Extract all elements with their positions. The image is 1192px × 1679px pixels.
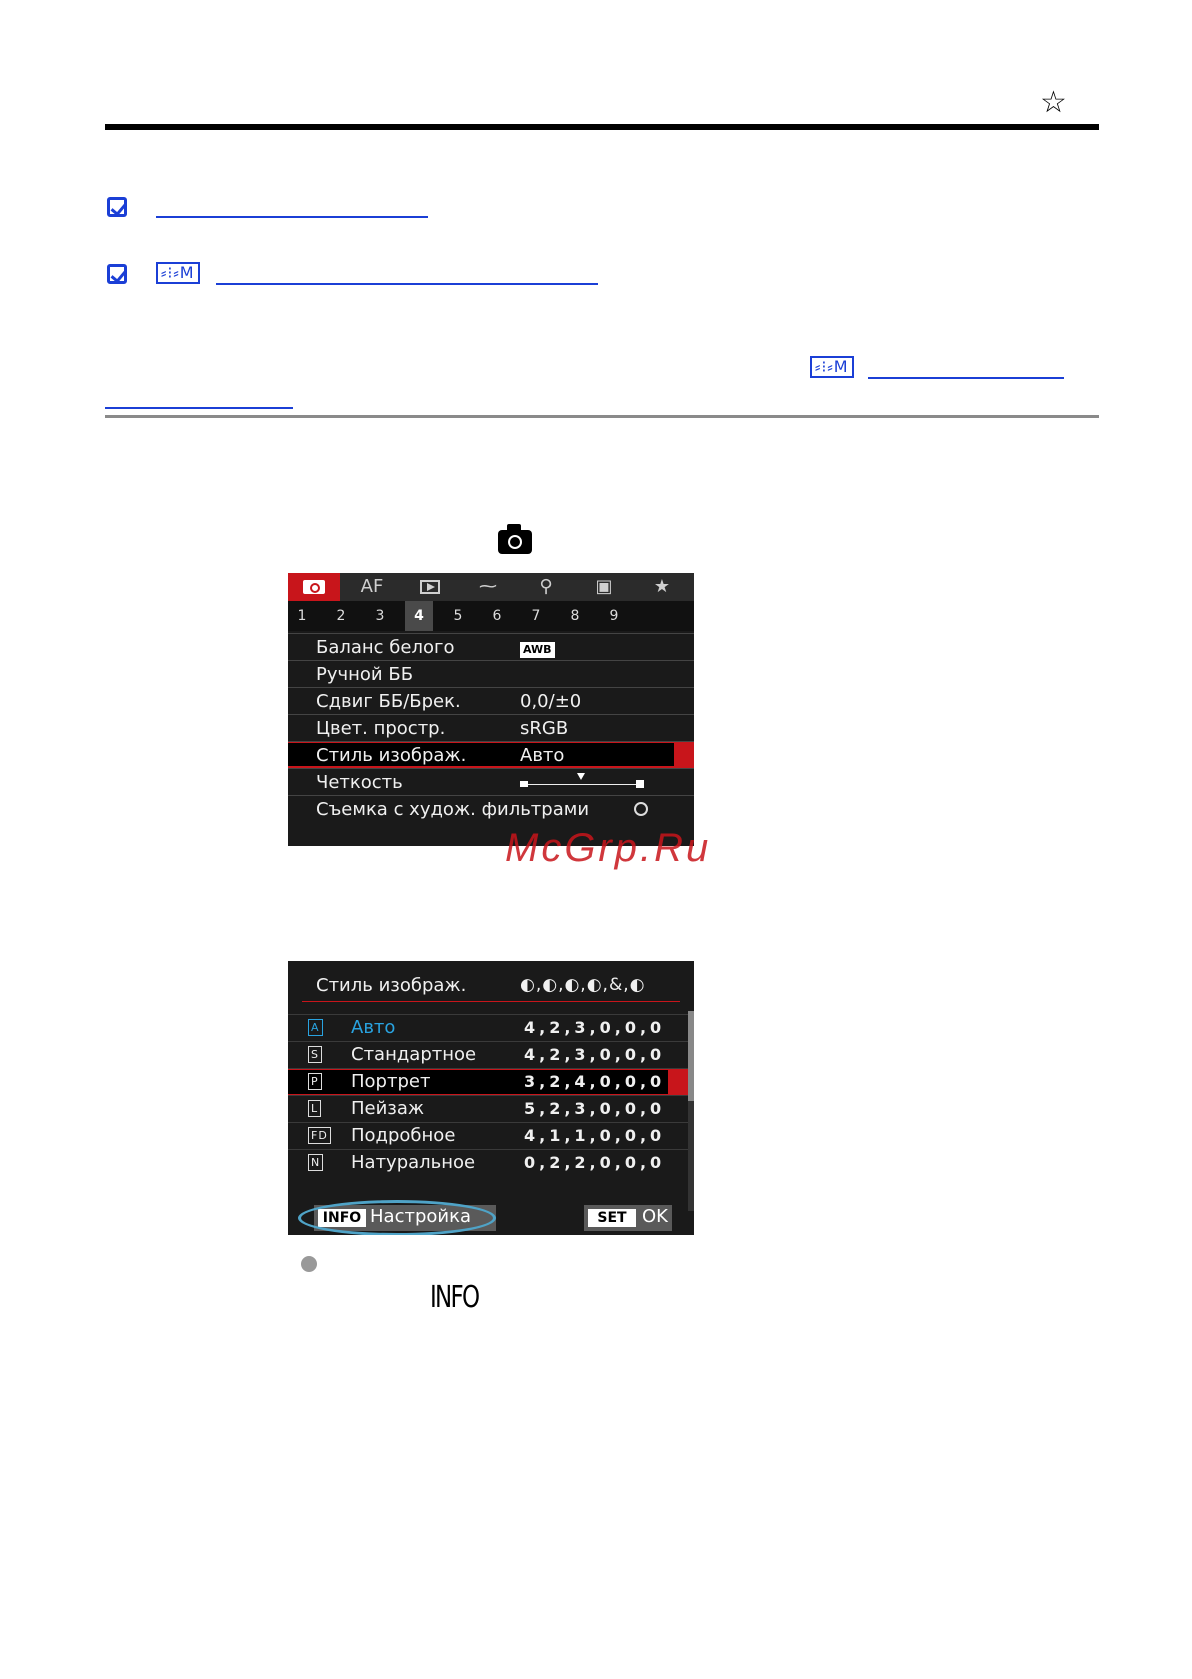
- custom-functions-icon: ▣: [595, 576, 613, 597]
- picture-style-header: [288, 961, 694, 1001]
- star-icon: ☆: [1040, 85, 1067, 120]
- style-row-portrait[interactable]: [288, 1068, 688, 1095]
- bullet-icon: [301, 1256, 317, 1272]
- scrollbar-thumb[interactable]: [688, 1011, 694, 1101]
- subtab-6[interactable]: 6: [492, 608, 502, 624]
- inline-link[interactable]: [868, 377, 1064, 379]
- style-values: 4,2,3,0,0,0: [524, 1045, 666, 1064]
- menu-item-wb-shift[interactable]: [288, 687, 694, 714]
- menu-item-color-space[interactable]: [288, 714, 694, 741]
- picture-style-user-icon: ⸗⁝⸗M: [810, 356, 854, 378]
- highlight-ellipse: [298, 1200, 496, 1235]
- tab-mymenu[interactable]: ★: [653, 576, 671, 597]
- menu-item-value: Авто: [520, 745, 565, 766]
- ok-button[interactable]: [584, 1205, 672, 1231]
- menu-item-label: Ручной ББ: [316, 664, 414, 685]
- menu-item-creative-filters[interactable]: [288, 795, 694, 822]
- ok-label: OK: [642, 1206, 668, 1227]
- style-values: 5,2,3,0,0,0: [524, 1099, 666, 1118]
- camera-menu-screen: [288, 573, 694, 846]
- style-values: 4,2,3,0,0,0: [524, 1018, 666, 1037]
- header-divider: [302, 1001, 680, 1002]
- filter-off-icon: [634, 802, 648, 816]
- watermark: McGrp.Ru: [505, 826, 712, 870]
- picture-style-params-header: ◐,◐,◐,◐,&,◐: [520, 975, 646, 995]
- style-row-standard[interactable]: [288, 1041, 688, 1068]
- menu-item-value: 0,0/±0: [520, 691, 582, 712]
- style-row-auto[interactable]: [288, 1014, 688, 1041]
- menu-item-value: sRGB: [520, 718, 569, 739]
- tab-wireless[interactable]: [462, 573, 514, 601]
- style-name: Портрет: [351, 1071, 431, 1092]
- picture-style-footer: [288, 1195, 694, 1235]
- menu-item-label: Стиль изображ.: [316, 745, 467, 766]
- style-values: 0,2,2,0,0,0: [524, 1153, 666, 1172]
- style-values: 4,1,1,0,0,0: [524, 1126, 666, 1145]
- style-values: 3,2,4,0,0,0: [524, 1072, 666, 1091]
- menu-item-label: Цвет. простр.: [316, 718, 446, 739]
- camera-shooting-icon: [498, 530, 532, 554]
- tab-af[interactable]: AF: [360, 576, 384, 597]
- style-icon: L: [308, 1100, 321, 1117]
- subtab-2[interactable]: 2: [336, 608, 346, 624]
- link-2[interactable]: [216, 283, 598, 285]
- info-button-icon: INFO: [430, 1280, 479, 1315]
- style-row-neutral[interactable]: [288, 1149, 688, 1176]
- header-rule: [105, 124, 1099, 130]
- menu-item-white-balance[interactable]: [288, 633, 694, 660]
- wireless-icon: ⁓: [479, 576, 497, 597]
- checkbox-icon: [107, 264, 127, 284]
- style-icon: FD: [308, 1127, 331, 1144]
- menu-item-label: Четкость: [316, 772, 403, 793]
- subtab-8[interactable]: 8: [570, 608, 580, 624]
- style-row-fine-detail[interactable]: [288, 1122, 688, 1149]
- section-rule: [105, 415, 1099, 418]
- picture-style-title: Стиль изображ.: [316, 975, 467, 996]
- style-name: Авто: [351, 1017, 396, 1038]
- link-1[interactable]: [156, 216, 428, 218]
- info-key-icon: INFO: [318, 1209, 366, 1227]
- plus-icon: [636, 780, 644, 788]
- subtab-1[interactable]: 1: [297, 608, 307, 624]
- menu-item-label: Сдвиг ББ/Брек.: [316, 691, 461, 712]
- minus-icon: [520, 781, 528, 787]
- menu-subtabs: [288, 601, 694, 631]
- style-name: Натуральное: [351, 1152, 476, 1173]
- subtab-4[interactable]: 4: [405, 601, 433, 631]
- set-key-icon: SET: [588, 1209, 636, 1227]
- style-row-landscape[interactable]: [288, 1095, 688, 1122]
- style-list-scrollbar[interactable]: [688, 1011, 694, 1211]
- subtab-9[interactable]: 9: [609, 608, 619, 624]
- subtab-7[interactable]: 7: [531, 608, 541, 624]
- awb-icon: AWB: [520, 642, 555, 658]
- camera-icon: [303, 580, 325, 594]
- style-name: Подробное: [351, 1125, 456, 1146]
- tab-shooting[interactable]: [288, 573, 340, 601]
- slider-marker-icon: [577, 773, 585, 780]
- style-icon: A: [308, 1019, 323, 1036]
- style-icon: S: [308, 1046, 322, 1063]
- clarity-slider[interactable]: [520, 775, 644, 791]
- inline-link-continued[interactable]: [105, 407, 293, 409]
- menu-tabbar: [288, 573, 694, 601]
- wrench-icon: ⚲: [539, 576, 553, 597]
- picture-style-screen: [288, 961, 694, 1235]
- menu-item-label: Баланс белого: [316, 637, 455, 658]
- tab-playback[interactable]: [404, 573, 456, 601]
- subtab-5[interactable]: 5: [453, 608, 463, 624]
- menu-item-custom-wb[interactable]: [288, 660, 694, 687]
- menu-item-label: Съемка с худож. фильтрами: [316, 799, 590, 820]
- style-icon: P: [308, 1073, 322, 1090]
- subtab-3[interactable]: 3: [375, 608, 385, 624]
- detail-set-label: Настройка: [370, 1206, 471, 1227]
- menu-item-picture-style[interactable]: [288, 741, 694, 768]
- checkbox-icon: [107, 197, 127, 217]
- tab-setup[interactable]: [520, 573, 572, 601]
- style-name: Пейзаж: [351, 1098, 425, 1119]
- play-icon: [420, 580, 440, 594]
- picture-style-user-icon: ⸗⁝⸗M: [156, 262, 200, 284]
- tab-custom[interactable]: [578, 573, 630, 601]
- menu-item-clarity[interactable]: [288, 768, 694, 795]
- menu-item-value: [520, 637, 555, 658]
- style-name: Стандартное: [351, 1044, 477, 1065]
- style-icon: N: [308, 1154, 323, 1171]
